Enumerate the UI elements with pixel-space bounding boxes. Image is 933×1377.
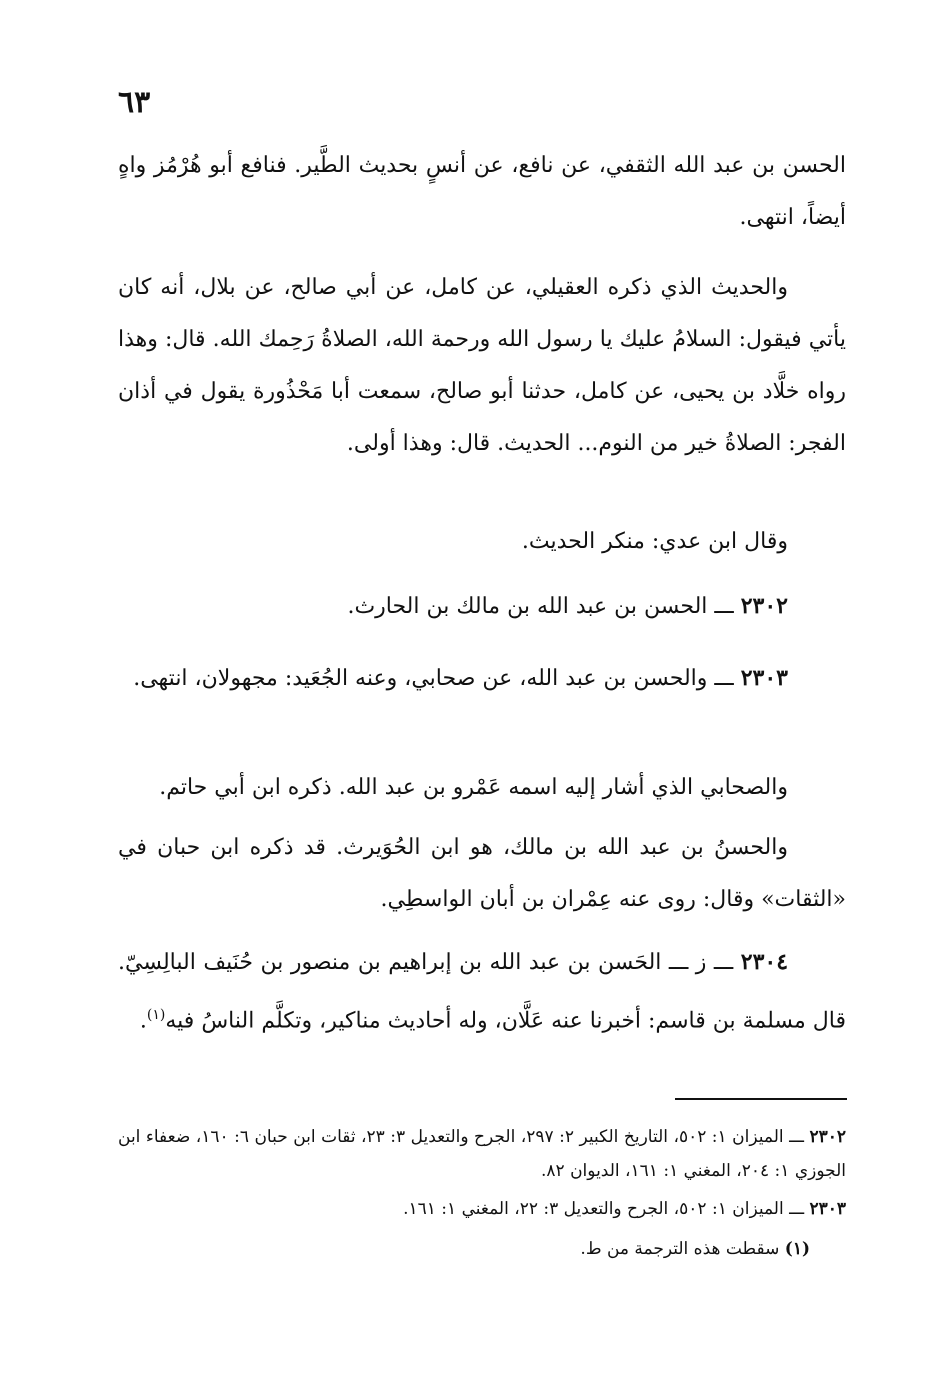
paragraph-5: والحسنُ بن عبد الله بن مالك، هو ابن الحُوَيرث. قد ذكره ابن حبان في «الثقات» وقال: روى عنه عِمْران بن أبان الواسطِي. [118,835,846,912]
paragraph-3: وقال ابن عدي: منكر الحديث. [521,529,788,554]
entry-2303 [118,652,846,705]
entry-2302-number: ٢٣٠٢ [740,593,788,619]
page-number: ٦٣ [118,85,151,120]
paragraph-4-block [118,762,846,814]
entry-2303-number: ٢٣٠٣ [740,665,788,691]
entry-2302 [118,580,846,633]
footnote-2302-number: ٢٣٠٢ [809,1127,847,1147]
footnote-1 [118,1232,810,1266]
footnote-2303-text: ـــ الميزان ١: ٥٠٢، الجرح والتعديل ٣: ٢٢، المغني ١: ١٦١. [403,1199,805,1219]
footnote-divider [675,1098,847,1100]
paragraph-1-block [118,140,846,244]
entry-2304-end: . [139,1008,147,1034]
footnote-2302 [118,1120,846,1188]
entry-2303-text: ـــ والحسن بن عبد الله، عن صحابي، وعنه الجُعَيد: مجهولان، انتهى. [133,666,734,691]
footnote-reference: (١) [146,1007,166,1023]
footnote-2303 [118,1192,846,1226]
entry-2304-number: ٢٣٠٤ [740,949,789,975]
entry-2302-text: ـــ الحسن بن عبد الله بن مالك بن الحارث. [347,594,734,619]
paragraph-1: الحسن بن عبد الله الثقفي، عن نافع، عن أنسٍ بحديث الطَّير. فنافع أبو هُرْمُز واهٍ أيضاً، انتهى. [118,153,846,230]
paragraph-3-block [118,516,846,568]
footnote-2303-number: ٢٣٠٣ [809,1199,846,1219]
paragraph-4: والصحابي الذي أشار إليه اسمه عَمْرو بن عبد الله. ذكره ابن أبي حاتم. [159,775,788,800]
entry-2304 [118,936,846,1047]
paragraph-5-block [118,822,846,926]
entry-2304-text: ـــ ز ـــ الحَسن بن عبد الله بن إبراهيم بن منصور بن حُنَيف البالِسِيّ. قال مسلمة بن قاسم: أخبرنا عنه عَلَّان، وله أحاديث مناكير، وتكلَّم الناسُ فيه [118,950,846,1034]
paragraph-2-block [118,262,846,470]
paragraph-2: والحديث الذي ذكره العقيلي، عن كامل، عن أبي صالح، عن بلال، أنه كان يأتي فيقول: السلامُ عليك يا رسول الله ورحمة الله، الصلاةُ رَحِمك الله. قال: وهذا رواه خلَّاد بن يحيى، عن كامل، حدثنا أبو صالح، سمعت أبا مَحْذُورة يقول في أذان الفجر: الصلاةُ خير من النوم... الحديث. قال: وهذا أولى. [118,275,846,456]
footnote-1-number: (١) [784,1239,810,1259]
footnote-2302-text: ـــ الميزان ١: ٥٠٢، التاريخ الكبير ٢: ٢٩٧، الجرح والتعديل ٣: ٢٣، ثقات ابن حبان ٦: ١٦٠، ضعفاء ابن الجوزي ١: ٢٠٤، المغني ١: ١٦١، الديوان ٨٢. [118,1127,846,1181]
footnote-1-text: سقطت هذه الترجمة من ط. [580,1239,780,1259]
